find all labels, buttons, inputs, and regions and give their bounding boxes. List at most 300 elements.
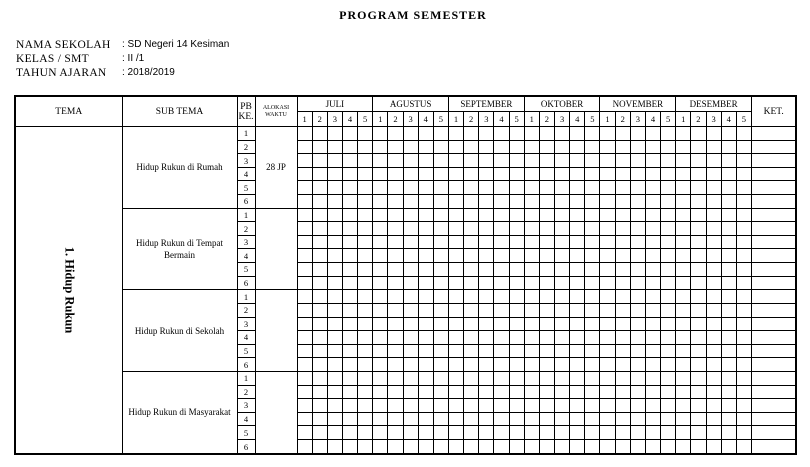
week-cell	[448, 303, 463, 317]
week-cell	[479, 399, 494, 413]
week-cell	[721, 181, 736, 195]
week-cell	[312, 440, 327, 454]
week-cell	[706, 358, 721, 372]
week-cell	[312, 358, 327, 372]
week-cell	[312, 371, 327, 385]
week-cell	[494, 290, 509, 304]
week-cell	[494, 167, 509, 181]
week-cell	[403, 290, 418, 304]
sub-tema-cell: Hidup Rukun di Sekolah	[122, 290, 237, 372]
week-cell	[479, 276, 494, 290]
week-cell	[615, 344, 630, 358]
week-cell	[555, 127, 570, 141]
week-cell	[661, 344, 676, 358]
ket-cell	[751, 358, 796, 372]
week-cell	[388, 127, 403, 141]
pb-number: 2	[237, 303, 255, 317]
header-week: 5	[736, 112, 751, 127]
week-cell	[600, 399, 615, 413]
week-cell	[448, 440, 463, 454]
week-cell	[342, 440, 357, 454]
week-cell	[479, 222, 494, 236]
week-cell	[600, 235, 615, 249]
week-cell	[615, 290, 630, 304]
ket-cell	[751, 127, 796, 141]
week-cell	[645, 371, 660, 385]
week-cell	[736, 276, 751, 290]
ket-cell	[751, 385, 796, 399]
header-week: 3	[403, 112, 418, 127]
week-cell	[448, 167, 463, 181]
week-cell	[327, 385, 342, 399]
week-cell	[494, 195, 509, 209]
week-cell	[494, 440, 509, 454]
header-week: 3	[706, 112, 721, 127]
week-cell	[721, 331, 736, 345]
week-cell	[448, 344, 463, 358]
week-cell	[736, 317, 751, 331]
week-cell	[418, 263, 433, 277]
week-cell	[676, 358, 691, 372]
week-cell	[570, 140, 585, 154]
week-cell	[630, 235, 645, 249]
week-cell	[555, 399, 570, 413]
week-cell	[418, 331, 433, 345]
week-cell	[297, 331, 312, 345]
week-cell	[312, 181, 327, 195]
week-cell	[509, 195, 524, 209]
week-cell	[676, 276, 691, 290]
week-cell	[555, 181, 570, 195]
week-cell	[555, 249, 570, 263]
week-cell	[524, 440, 539, 454]
week-cell	[342, 371, 357, 385]
week-cell	[479, 317, 494, 331]
week-cell	[433, 195, 448, 209]
week-cell	[706, 263, 721, 277]
week-cell	[418, 385, 433, 399]
week-cell	[539, 317, 554, 331]
week-cell	[418, 290, 433, 304]
week-cell	[661, 412, 676, 426]
week-cell	[661, 154, 676, 168]
week-cell	[327, 235, 342, 249]
week-cell	[524, 235, 539, 249]
week-cell	[342, 290, 357, 304]
week-cell	[464, 290, 479, 304]
week-cell	[600, 426, 615, 440]
week-cell	[524, 426, 539, 440]
week-cell	[358, 276, 373, 290]
week-cell	[585, 127, 600, 141]
week-cell	[373, 331, 388, 345]
week-cell	[418, 412, 433, 426]
week-cell	[312, 412, 327, 426]
week-cell	[373, 290, 388, 304]
week-cell	[600, 303, 615, 317]
week-cell	[524, 127, 539, 141]
week-cell	[388, 358, 403, 372]
week-cell	[418, 358, 433, 372]
week-cell	[297, 167, 312, 181]
week-cell	[297, 208, 312, 222]
week-cell	[433, 303, 448, 317]
week-cell	[418, 249, 433, 263]
week-cell	[358, 154, 373, 168]
week-cell	[464, 276, 479, 290]
week-cell	[403, 426, 418, 440]
week-cell	[448, 399, 463, 413]
week-cell	[373, 317, 388, 331]
week-cell	[358, 208, 373, 222]
pb-number: 3	[237, 317, 255, 331]
week-cell	[600, 440, 615, 454]
week-cell	[297, 276, 312, 290]
week-cell	[342, 412, 357, 426]
week-cell	[661, 358, 676, 372]
header-week: 1	[297, 112, 312, 127]
week-cell	[736, 208, 751, 222]
week-cell	[358, 440, 373, 454]
week-cell	[691, 440, 706, 454]
week-cell	[403, 399, 418, 413]
week-cell	[312, 331, 327, 345]
week-cell	[358, 317, 373, 331]
week-cell	[615, 208, 630, 222]
week-cell	[539, 440, 554, 454]
week-cell	[403, 140, 418, 154]
week-cell	[479, 371, 494, 385]
table-row	[15, 371, 796, 385]
week-cell	[630, 290, 645, 304]
week-cell	[676, 344, 691, 358]
week-cell	[721, 276, 736, 290]
header-week: 2	[539, 112, 554, 127]
week-cell	[555, 276, 570, 290]
week-cell	[661, 440, 676, 454]
week-cell	[312, 303, 327, 317]
week-cell	[388, 290, 403, 304]
week-cell	[403, 317, 418, 331]
week-cell	[524, 276, 539, 290]
week-cell	[418, 140, 433, 154]
week-cell	[721, 290, 736, 304]
week-cell	[661, 263, 676, 277]
week-cell	[585, 276, 600, 290]
week-cell	[645, 426, 660, 440]
week-cell	[706, 385, 721, 399]
week-cell	[327, 399, 342, 413]
week-cell	[585, 371, 600, 385]
week-cell	[524, 303, 539, 317]
week-cell	[403, 440, 418, 454]
week-cell	[630, 167, 645, 181]
week-cell	[736, 358, 751, 372]
week-cell	[327, 426, 342, 440]
week-cell	[524, 317, 539, 331]
week-cell	[479, 154, 494, 168]
week-cell	[464, 222, 479, 236]
week-cell	[736, 331, 751, 345]
week-cell	[630, 358, 645, 372]
week-cell	[645, 440, 660, 454]
week-cell	[433, 181, 448, 195]
week-cell	[418, 399, 433, 413]
week-cell	[661, 222, 676, 236]
week-cell	[645, 154, 660, 168]
week-cell	[464, 181, 479, 195]
info-label: KELAS / SMT	[16, 53, 89, 65]
week-cell	[312, 317, 327, 331]
header-week: 1	[676, 112, 691, 127]
info-value: : 2018/2019	[122, 67, 175, 78]
pb-number: 5	[237, 181, 255, 195]
week-cell	[388, 195, 403, 209]
week-cell	[388, 371, 403, 385]
header-week: 4	[342, 112, 357, 127]
week-cell	[388, 331, 403, 345]
week-cell	[706, 208, 721, 222]
week-cell	[524, 412, 539, 426]
week-cell	[388, 167, 403, 181]
table-row	[15, 290, 796, 304]
week-cell	[676, 317, 691, 331]
week-cell	[691, 385, 706, 399]
week-cell	[570, 208, 585, 222]
week-cell	[388, 140, 403, 154]
week-cell	[327, 127, 342, 141]
week-cell	[555, 195, 570, 209]
week-cell	[312, 195, 327, 209]
week-cell	[388, 440, 403, 454]
week-cell	[691, 167, 706, 181]
week-cell	[721, 167, 736, 181]
week-cell	[615, 426, 630, 440]
week-cell	[403, 154, 418, 168]
week-cell	[676, 249, 691, 263]
week-cell	[509, 181, 524, 195]
week-cell	[661, 276, 676, 290]
header-pb: PB KE.	[237, 96, 255, 127]
week-cell	[403, 167, 418, 181]
week-cell	[509, 371, 524, 385]
week-cell	[297, 399, 312, 413]
week-cell	[509, 440, 524, 454]
week-cell	[342, 181, 357, 195]
week-cell	[494, 208, 509, 222]
week-cell	[676, 412, 691, 426]
header-week: 5	[585, 112, 600, 127]
week-cell	[373, 344, 388, 358]
week-cell	[342, 208, 357, 222]
week-cell	[585, 140, 600, 154]
ket-cell	[751, 167, 796, 181]
week-cell	[615, 412, 630, 426]
week-cell	[494, 412, 509, 426]
week-cell	[539, 167, 554, 181]
week-cell	[509, 276, 524, 290]
week-cell	[736, 399, 751, 413]
week-cell	[630, 263, 645, 277]
week-cell	[297, 290, 312, 304]
week-cell	[630, 127, 645, 141]
week-cell	[509, 140, 524, 154]
week-cell	[509, 235, 524, 249]
week-cell	[433, 399, 448, 413]
week-cell	[297, 371, 312, 385]
week-cell	[327, 276, 342, 290]
ket-cell	[751, 249, 796, 263]
week-cell	[448, 263, 463, 277]
week-cell	[645, 358, 660, 372]
week-cell	[479, 303, 494, 317]
week-cell	[448, 154, 463, 168]
week-cell	[327, 317, 342, 331]
week-cell	[327, 181, 342, 195]
tema-cell	[15, 127, 122, 455]
week-cell	[539, 127, 554, 141]
week-cell	[585, 208, 600, 222]
week-cell	[388, 181, 403, 195]
week-cell	[524, 181, 539, 195]
ket-cell	[751, 222, 796, 236]
week-cell	[555, 317, 570, 331]
week-cell	[661, 181, 676, 195]
week-cell	[615, 385, 630, 399]
week-cell	[494, 317, 509, 331]
week-cell	[721, 235, 736, 249]
pb-number: 4	[237, 331, 255, 345]
week-cell	[388, 263, 403, 277]
week-cell	[539, 263, 554, 277]
week-cell	[555, 208, 570, 222]
ket-cell	[751, 412, 796, 426]
week-cell	[600, 331, 615, 345]
week-cell	[676, 235, 691, 249]
week-cell	[630, 317, 645, 331]
week-cell	[736, 440, 751, 454]
header-week: 5	[358, 112, 373, 127]
week-cell	[494, 249, 509, 263]
week-cell	[418, 426, 433, 440]
week-cell	[676, 440, 691, 454]
week-cell	[373, 385, 388, 399]
week-cell	[691, 222, 706, 236]
week-cell	[539, 208, 554, 222]
week-cell	[373, 235, 388, 249]
pb-number: 4	[237, 167, 255, 181]
week-cell	[661, 127, 676, 141]
week-cell	[358, 140, 373, 154]
week-cell	[600, 385, 615, 399]
week-cell	[524, 385, 539, 399]
week-cell	[373, 399, 388, 413]
ket-cell	[751, 208, 796, 222]
week-cell	[418, 276, 433, 290]
week-cell	[403, 263, 418, 277]
week-cell	[570, 371, 585, 385]
week-cell	[358, 303, 373, 317]
week-cell	[327, 440, 342, 454]
header-tema: TEMA	[15, 96, 122, 127]
week-cell	[555, 385, 570, 399]
ket-cell	[751, 290, 796, 304]
week-cell	[479, 412, 494, 426]
week-cell	[494, 127, 509, 141]
week-cell	[600, 181, 615, 195]
week-cell	[433, 344, 448, 358]
week-cell	[691, 358, 706, 372]
header-week: 2	[464, 112, 479, 127]
week-cell	[539, 399, 554, 413]
week-cell	[327, 263, 342, 277]
week-cell	[464, 426, 479, 440]
week-cell	[721, 195, 736, 209]
week-cell	[736, 127, 751, 141]
week-cell	[539, 195, 554, 209]
week-cell	[509, 249, 524, 263]
week-cell	[509, 290, 524, 304]
week-cell	[342, 276, 357, 290]
week-cell	[327, 167, 342, 181]
week-cell	[297, 140, 312, 154]
week-cell	[691, 331, 706, 345]
week-cell	[691, 290, 706, 304]
week-cell	[433, 140, 448, 154]
week-cell	[615, 331, 630, 345]
week-cell	[721, 371, 736, 385]
pb-number: 3	[237, 399, 255, 413]
week-cell	[645, 127, 660, 141]
week-cell	[312, 263, 327, 277]
week-cell	[570, 127, 585, 141]
week-cell	[661, 303, 676, 317]
week-cell	[645, 303, 660, 317]
week-cell	[676, 208, 691, 222]
header-week: 2	[388, 112, 403, 127]
week-cell	[418, 208, 433, 222]
week-cell	[555, 235, 570, 249]
week-cell	[479, 249, 494, 263]
week-cell	[555, 371, 570, 385]
week-cell	[691, 235, 706, 249]
week-cell	[736, 222, 751, 236]
week-cell	[418, 195, 433, 209]
week-cell	[524, 208, 539, 222]
week-cell	[358, 399, 373, 413]
week-cell	[297, 412, 312, 426]
week-cell	[373, 249, 388, 263]
week-cell	[630, 426, 645, 440]
week-cell	[645, 317, 660, 331]
week-cell	[630, 385, 645, 399]
header-week: 1	[600, 112, 615, 127]
week-cell	[539, 426, 554, 440]
week-cell	[327, 154, 342, 168]
week-cell	[312, 344, 327, 358]
week-cell	[706, 440, 721, 454]
week-cell	[358, 181, 373, 195]
week-cell	[373, 181, 388, 195]
week-cell	[630, 195, 645, 209]
week-cell	[403, 358, 418, 372]
week-cell	[433, 371, 448, 385]
week-cell	[342, 426, 357, 440]
week-cell	[358, 249, 373, 263]
ket-cell	[751, 276, 796, 290]
week-cell	[297, 385, 312, 399]
week-cell	[448, 235, 463, 249]
